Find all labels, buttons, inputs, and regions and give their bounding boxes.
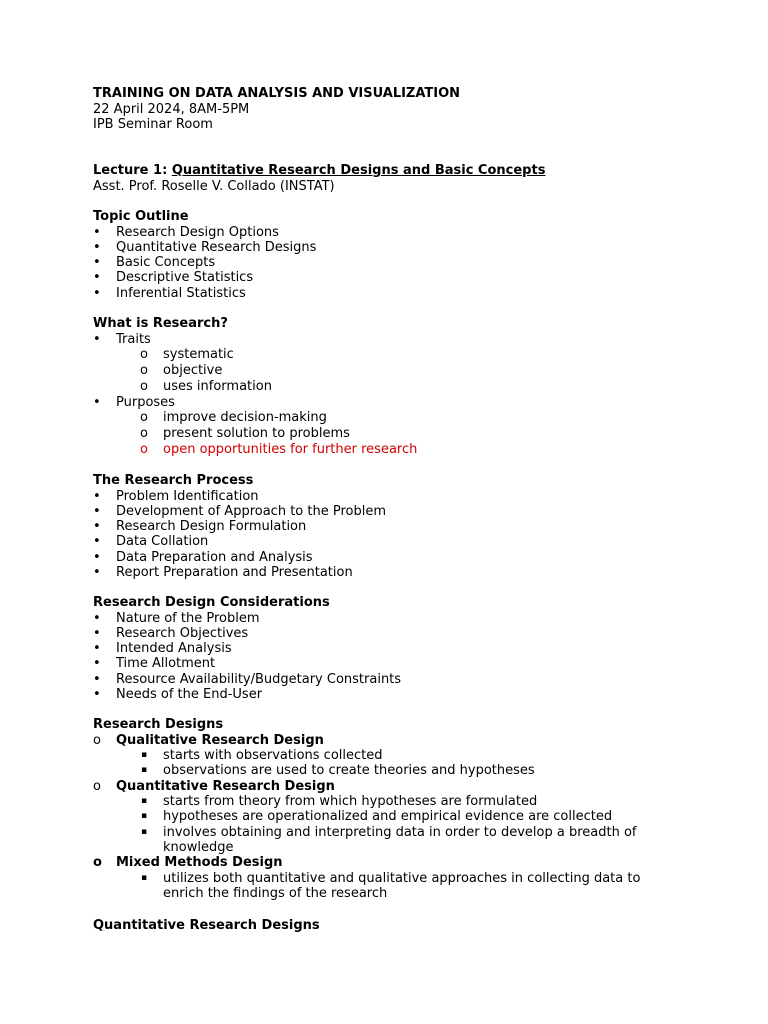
list-item: • Time Allotment bbox=[93, 656, 216, 672]
circle-bullet-icon: o bbox=[140, 346, 148, 362]
highlighted-sub-list-item: o open opportunities for further research bbox=[140, 442, 418, 458]
list-item: • Nature of the Problem bbox=[93, 610, 260, 626]
document-header bbox=[93, 86, 693, 133]
event-date: 22 April 2024, 8AM-5PM bbox=[93, 101, 250, 117]
bullet-icon: • bbox=[93, 625, 101, 641]
bullet-icon: • bbox=[93, 641, 101, 657]
document-title: TRAINING ON DATA ANALYSIS AND VISUALIZATION bbox=[93, 86, 461, 101]
circle-bullet-icon: o bbox=[140, 378, 148, 394]
lecture-prefix: Lecture 1: bbox=[93, 163, 172, 178]
what-is-research-heading: What is Research? bbox=[93, 316, 228, 331]
list-item: • Traits bbox=[93, 331, 151, 347]
bullet-icon: • bbox=[93, 394, 101, 410]
lecture-heading bbox=[93, 163, 693, 179]
bullet-icon: • bbox=[93, 519, 101, 535]
sub-list-item: ▪ observations are used to create theories and hypotheses bbox=[141, 763, 535, 779]
square-bullet-icon: ▪ bbox=[141, 796, 148, 807]
bullet-icon: • bbox=[93, 239, 101, 255]
list-item: • Descriptive Statistics bbox=[93, 270, 254, 286]
list-item: • Data Preparation and Analysis bbox=[93, 549, 313, 565]
bullet-icon: • bbox=[93, 564, 101, 580]
list-item: • Needs of the End-User bbox=[93, 686, 263, 702]
circle-bullet-icon: o bbox=[140, 442, 148, 458]
circle-bullet-icon: o bbox=[93, 855, 102, 871]
list-item: • Research Design Options bbox=[93, 224, 279, 240]
lecture-speaker: Asst. Prof. Roselle V. Collado (INSTAT) bbox=[93, 178, 335, 194]
sub-list-item: o present solution to problems bbox=[140, 426, 350, 442]
lecture-info bbox=[93, 163, 693, 194]
bullet-icon: • bbox=[93, 285, 101, 301]
research-designs-heading: Research Designs bbox=[93, 717, 224, 732]
bullet-icon: • bbox=[93, 534, 101, 550]
list-item: • Quantitative Research Designs bbox=[93, 239, 317, 255]
quantitative-designs-heading: Quantitative Research Designs bbox=[93, 918, 320, 933]
sub-list-item: ▪ hypotheses are operationalized and empirical evidence are collected bbox=[141, 809, 613, 825]
bullet-icon: • bbox=[93, 656, 101, 672]
list-item: • Purposes bbox=[93, 394, 175, 410]
research-process-section bbox=[93, 473, 693, 580]
square-bullet-icon: ▪ bbox=[141, 826, 148, 837]
research-process-heading: The Research Process bbox=[93, 473, 254, 488]
circle-bullet-icon: o bbox=[140, 410, 148, 426]
list-item: • Report Preparation and Presentation bbox=[93, 564, 353, 580]
sub-list-item: o uses information bbox=[140, 378, 272, 394]
list-item: • Research Objectives bbox=[93, 625, 249, 641]
list-item: • Intended Analysis bbox=[93, 641, 232, 657]
bullet-icon: • bbox=[93, 549, 101, 565]
list-item: • Resource Availability/Budgetary Constraints bbox=[93, 671, 402, 687]
topic-outline-section bbox=[93, 209, 693, 301]
bullet-icon: • bbox=[93, 671, 101, 687]
considerations-section bbox=[93, 595, 693, 702]
what-is-research-section bbox=[93, 316, 693, 458]
research-designs-section bbox=[93, 717, 693, 901]
circle-bullet-icon: o bbox=[140, 362, 148, 378]
sub-list-item: o improve decision-making bbox=[140, 410, 327, 426]
square-bullet-icon: ▪ bbox=[141, 765, 148, 776]
sub-list-item: ▪ starts with observations collected bbox=[141, 748, 383, 763]
bullet-icon: • bbox=[93, 503, 101, 519]
design-item-mixed: o Mixed Methods Design bbox=[93, 855, 283, 871]
event-venue: IPB Seminar Room bbox=[93, 117, 213, 132]
circle-bullet-icon: o bbox=[93, 732, 101, 748]
list-item: • Inferential Statistics bbox=[93, 285, 246, 301]
bullet-icon: • bbox=[93, 610, 101, 626]
bullet-icon: • bbox=[93, 270, 101, 286]
sub-list-item: ▪ utilizes both quantitative and qualitative approaches in collecting data to enrich the findings of the research bbox=[141, 870, 641, 902]
square-bullet-icon: ▪ bbox=[141, 811, 148, 822]
bullet-icon: • bbox=[93, 255, 101, 271]
list-item: • Development of Approach to the Problem bbox=[93, 503, 387, 519]
bullet-icon: • bbox=[93, 331, 101, 347]
lecture-title: Quantitative Research Designs and Basic Concepts bbox=[171, 163, 546, 178]
sub-list-item: ▪ involves obtaining and interpreting data in order to develop a breadth of knowledge bbox=[141, 824, 637, 855]
considerations-heading: Research Design Considerations bbox=[93, 595, 330, 610]
square-bullet-icon: ▪ bbox=[141, 872, 148, 883]
quantitative-designs-section bbox=[93, 918, 693, 934]
topic-outline-heading: Topic Outline bbox=[93, 209, 189, 224]
circle-bullet-icon: o bbox=[93, 778, 101, 794]
design-item-quantitative: o Quantitative Research Design bbox=[93, 778, 335, 794]
sub-list-item: ▪ starts from theory from which hypotheses are formulated bbox=[141, 794, 538, 810]
square-bullet-icon: ▪ bbox=[141, 750, 148, 760]
list-item: • Basic Concepts bbox=[93, 255, 216, 271]
list-item: • Data Collation bbox=[93, 534, 209, 550]
sub-list-item: o systematic bbox=[140, 346, 234, 362]
list-item: • Research Design Formulation bbox=[93, 519, 307, 535]
bullet-icon: • bbox=[93, 686, 101, 702]
design-item-qualitative: o Qualitative Research Design bbox=[93, 732, 324, 748]
sub-list-item: o objective bbox=[140, 362, 223, 378]
circle-bullet-icon: o bbox=[140, 426, 148, 442]
bullet-icon: • bbox=[93, 488, 101, 504]
list-item: • Problem Identification bbox=[93, 488, 259, 504]
bullet-icon: • bbox=[93, 224, 101, 240]
